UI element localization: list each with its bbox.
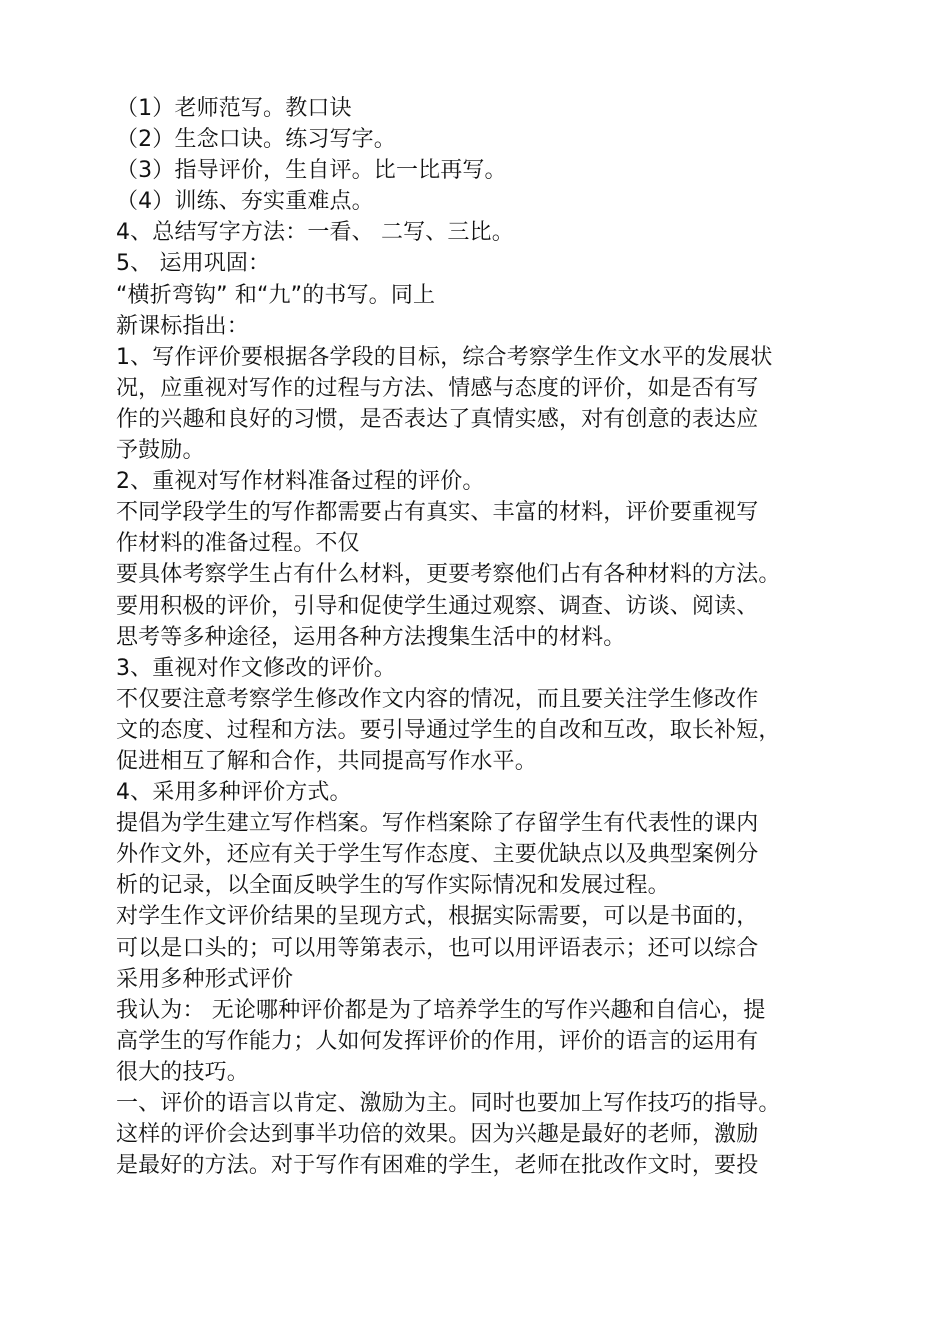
section-heading: 新课标指出： <box>116 313 249 339</box>
text-line: 外作文外，还应有关于学生写作态度、主要优缺点以及典型案例分 <box>116 842 759 868</box>
text-line: 提倡为学生建立写作档案。写作档案除了存留学生有代表性的课内 <box>116 811 759 837</box>
text-line: 要具体考察学生占有什么材料，更要考察他们占有各种材料的方法。 <box>116 562 781 588</box>
text-line: 2、重视对写作材料准备过程的评价。 <box>116 469 485 495</box>
text-line: 思考等多种途径，运用各种方法搜集生活中的材料。 <box>116 624 626 650</box>
text-line: 不仅要注意考察学生修改作文内容的情况，而且要关注学生修改作 <box>116 686 759 712</box>
text-line: 况，应重视对写作的过程与方法、情感与态度的评价，如是否有写 <box>116 375 759 401</box>
text-line: 4、总结写字方法：一看、 二写、三比。 <box>116 220 514 246</box>
text-line: 对学生作文评价结果的呈现方式，根据实际需要，可以是书面的， <box>116 904 759 930</box>
text-line: 析的记录，以全面反映学生的写作实际情况和发展过程。 <box>116 873 670 899</box>
text-line: 这样的评价会达到事半功倍的效果。因为兴趣是最好的老师，激励 <box>116 1122 759 1148</box>
text-line: 文的态度、过程和方法。要引导通过学生的自改和互改，取长补短， <box>116 717 781 743</box>
text-line: （4）训练、夯实重难点。 <box>116 189 374 215</box>
text-line: 很大的技巧。 <box>116 1059 249 1085</box>
text-line: “横折弯钩” 和“九”的书写。同上 <box>116 282 436 308</box>
text-line: 采用多种形式评价 <box>116 966 294 992</box>
text-line: 一、评价的语言以肯定、激励为主。同时也要加上写作技巧的指导。 <box>116 1091 781 1116</box>
text-line: 作的兴趣和良好的习惯，是否表达了真情实感，对有创意的表达应 <box>116 406 759 432</box>
text-line: （3）指导评价，生自评。比一比再写。 <box>116 158 507 184</box>
text-line: 4、采用多种评价方式。 <box>116 780 352 806</box>
text-line: （2）生念口诀。练习写字。 <box>116 127 396 153</box>
text-line: 高学生的写作能力；人如何发挥评价的作用，评价的语言的运用有 <box>116 1028 759 1054</box>
text-line: 1、写作评价要根据各学段的目标，综合考察学生作文水平的发展状 <box>116 344 773 370</box>
text-line: （1）老师范写。教口诀 <box>116 96 352 121</box>
text-line: 3、重视对作文修改的评价。 <box>116 655 396 681</box>
text-line: 作材料的准备过程。不仅 <box>116 531 360 557</box>
text-line: 是最好的方法。对于写作有困难的学生，老师在批改作文时，要投 <box>116 1153 759 1179</box>
text-line: 5、 运用巩固： <box>116 251 271 277</box>
document-body <box>116 93 836 1181</box>
text-line: 可以是口头的；可以用等第表示，也可以用评语表示；还可以综合 <box>116 935 759 961</box>
text-line: 要用积极的评价，引导和促使学生通过观察、调查、访谈、阅读、 <box>116 593 759 619</box>
text-line: 予鼓励。 <box>116 438 205 464</box>
text-line: 不同学段学生的写作都需要占有真实、丰富的材料，评价要重视写 <box>116 500 759 526</box>
text-line: 促进相互了解和合作，共同提高写作水平。 <box>116 748 537 774</box>
text-line: 我认为： 无论哪种评价都是为了培养学生的写作兴趣和自信心，提 <box>116 997 766 1023</box>
